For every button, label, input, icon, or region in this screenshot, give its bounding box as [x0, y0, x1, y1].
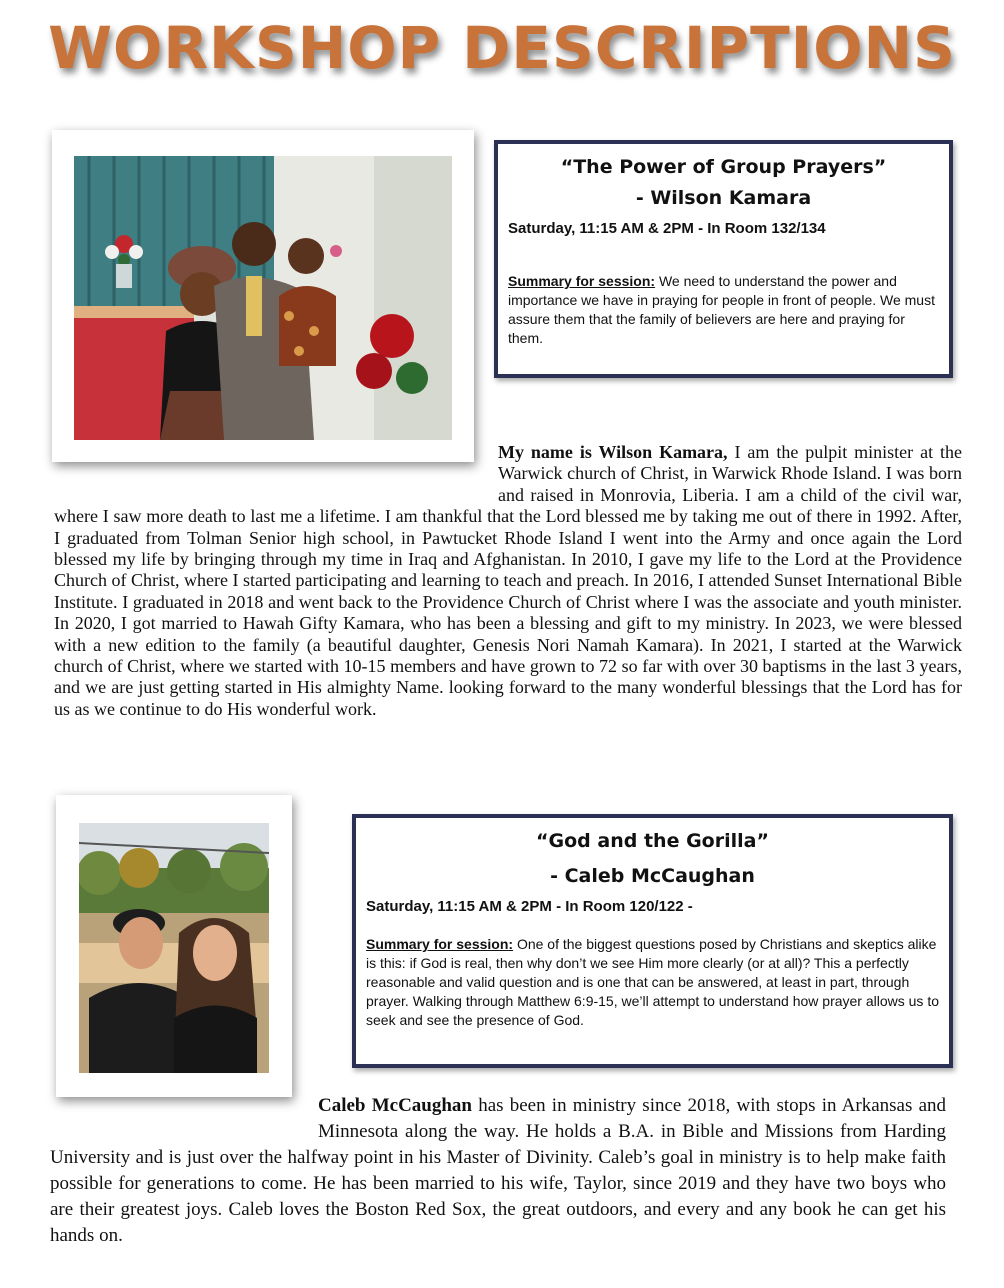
workshop-schedule: Saturday, 11:15 AM & 2PM - In Room 120/122 - [366, 898, 693, 915]
family-photo-image [74, 156, 452, 440]
workshop-title: “The Power of Group Prayers” [560, 156, 887, 178]
bio-float-spacer [50, 1093, 318, 1143]
workshop-summary [366, 935, 939, 1030]
workshop-presenter: - Wilson Kamara [635, 187, 812, 209]
caleb-mccaughan-photo [56, 795, 292, 1097]
workshop-card-god-and-the-gorilla [352, 814, 953, 1068]
wilson-kamara-photo [52, 130, 474, 462]
page-title: WORKSHOP DESCRIPTIONS [48, 14, 956, 82]
bio-name: Caleb McCaughan [318, 1095, 472, 1116]
couple-photo-image [79, 823, 269, 1073]
summary-label: Summary for session: [366, 936, 514, 952]
caleb-mccaughan-bio [50, 1093, 946, 1249]
workshop-card-power-of-group-prayers [494, 140, 953, 378]
bio-name: My name is Wilson Kamara, [498, 442, 728, 462]
summary-text: One of the biggest questions posed by Christians and skeptics alike is this: if God is real, then why don’t we see Him more clearly (or at all)? This a perfectly reasonable and valid question and is one that can be answered, at least in part, through prayer. Walking through Matthew 6:9-15, we’ll attempt to understand how prayer allows us to seek and see the presence of God. [366, 936, 939, 1028]
workshop-schedule: Saturday, 11:15 AM & 2PM - In Room 132/134 [508, 220, 826, 237]
workshop-summary [508, 272, 939, 348]
workshop-title: “God and the Gorilla” [536, 830, 769, 852]
bio-float-spacer [54, 442, 498, 502]
bio-text: I am the pulpit minister at the Warwick church of Christ, in Warwick Rhode Island. I was born and raised in Monrovia, Liberia. I am a child of the civil war, where I saw more death to last me a lifetime. I am thankful that the Lord blessed me by taking me out of there in 1992. After, I graduated from Tolman Senior high school, in Pawtucket Rhode Island I went into the Army and once again the Lord blessed my life by bringing through my time in Iraq and Afghanistan. In 2010, I gave my life to the Lord at the Providence Church of Christ, where I started participating and learning to teach and preach. In 2016, I attended Sunset International Bible Institute. I graduated in 2018 and went back to the Providence Church of Christ where I was the associate and youth minister. In 2020, I got married to Hawah Gifty Kamara, who has been a blessing and gift to my ministry. In 2023, we were blessed with a new edition to the family (a beautiful daughter, Genesis Nori Namah Kamara). In 2021, I started at the Warwick church of Christ, where we started with 10-15 members and have grown to 72 so far with over 30 baptisms in the last 3 years, and we are just getting started in His almighty Name. looking forward to the many wonderful blessings that the Lord has for us as we continue to do His wonderful work. [54, 442, 963, 719]
summary-label: Summary for session: [508, 273, 656, 289]
workshop-presenter: - Caleb McCaughan [550, 865, 755, 887]
bio-text: has been in ministry since 2018, with stops in Arkansas and Minnesota along the way. He holds a B.A. in Bible and Missions from Harding University and is just over the halfway point in his Master of Divinity. Caleb’s goal in ministry is to help make faith possible for generations to come. He has been married to his wife, Taylor, since 2019 and they have two boys who are their greatest joys. Caleb loves the Boston Red Sox, the great outdoors, and every and any book he can get his hands on. [50, 1095, 947, 1246]
summary-text: We need to understand the power and importance we have in praying for people in front of people. We must assure them that the family of believers are here and praying for them. [508, 273, 935, 346]
wilson-kamara-bio [54, 442, 962, 720]
